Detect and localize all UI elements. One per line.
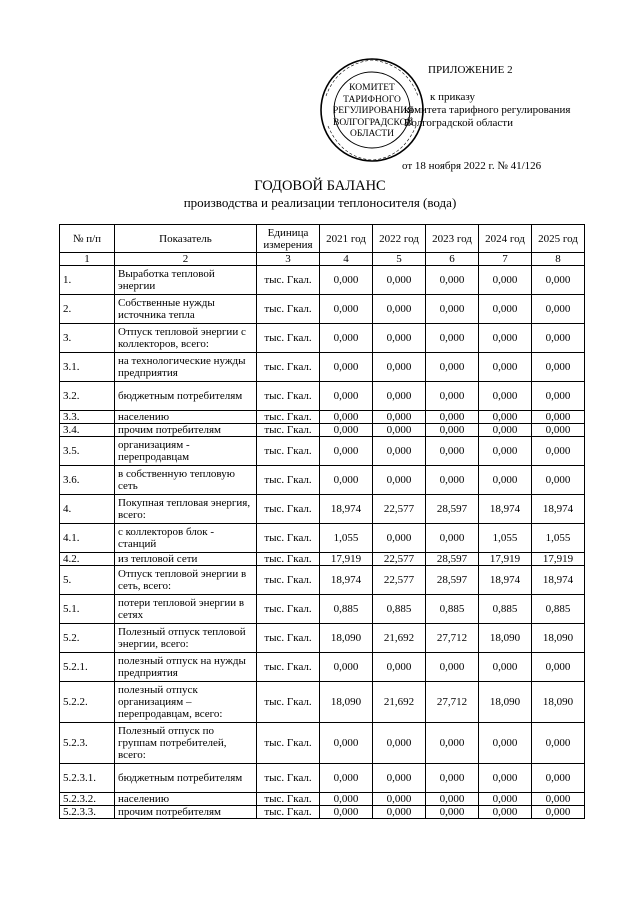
row-number: 2. — [60, 295, 115, 324]
table-row — [60, 295, 585, 324]
table-row — [60, 793, 585, 806]
header-no: № п/п — [60, 225, 115, 253]
row-unit: тыс. Гкал. — [257, 566, 320, 595]
row-value: 18,090 — [320, 682, 373, 723]
row-value: 0,000 — [373, 806, 426, 819]
row-value: 0,000 — [532, 806, 585, 819]
row-number: 5.2.1. — [60, 653, 115, 682]
row-unit: тыс. Гкал. — [257, 266, 320, 295]
row-value: 18,090 — [532, 624, 585, 653]
row-indicator: Отпуск тепловой энергии в сеть, всего: — [115, 566, 257, 595]
header-2023: 2023 год — [426, 225, 479, 253]
row-number: 4.1. — [60, 524, 115, 553]
row-value: 0,000 — [479, 424, 532, 437]
row-value: 0,000 — [532, 295, 585, 324]
order-reference — [404, 91, 570, 130]
row-value: 22,577 — [373, 553, 426, 566]
row-value: 0,000 — [532, 653, 585, 682]
row-value: 0,000 — [426, 411, 479, 424]
row-value: 0,000 — [320, 295, 373, 324]
row-unit: тыс. Гкал. — [257, 553, 320, 566]
row-value: 0,000 — [320, 266, 373, 295]
stamp-line: РЕГУЛИРОВАНИЯ — [333, 106, 414, 116]
row-value: 28,597 — [426, 566, 479, 595]
row-value: 0,000 — [320, 764, 373, 793]
row-value: 0,000 — [426, 723, 479, 764]
row-indicator: в собственную тепловую сеть — [115, 466, 257, 495]
row-indicator: полезный отпуск организациям – перепродавцам, всего: — [115, 682, 257, 723]
row-value: 0,000 — [373, 653, 426, 682]
row-value: 27,712 — [426, 682, 479, 723]
row-indicator: населению — [115, 793, 257, 806]
row-value: 0,000 — [373, 411, 426, 424]
stamp-line: ВОЛГОГРАДСКОЙ — [333, 117, 414, 128]
row-value: 0,000 — [320, 437, 373, 466]
row-value: 0,000 — [373, 324, 426, 353]
table-row — [60, 424, 585, 437]
row-unit: тыс. Гкал. — [257, 295, 320, 324]
row-number: 5.2.2. — [60, 682, 115, 723]
row-value: 18,974 — [479, 566, 532, 595]
row-indicator: организациям - перепродавцам — [115, 437, 257, 466]
row-value: 0,000 — [426, 424, 479, 437]
row-value: 0,000 — [320, 653, 373, 682]
table-header-row — [60, 225, 585, 253]
table-row — [60, 524, 585, 553]
row-value: 18,974 — [532, 566, 585, 595]
table-row — [60, 723, 585, 764]
row-indicator: Выработка тепловой энергии — [115, 266, 257, 295]
row-value: 0,000 — [426, 793, 479, 806]
row-number: 3.5. — [60, 437, 115, 466]
row-value: 0,000 — [426, 764, 479, 793]
row-value: 18,974 — [320, 566, 373, 595]
row-value: 17,919 — [532, 553, 585, 566]
row-value: 0,000 — [426, 295, 479, 324]
row-value: 0,000 — [479, 793, 532, 806]
column-number: 6 — [426, 253, 479, 266]
row-value: 0,000 — [479, 764, 532, 793]
row-unit: тыс. Гкал. — [257, 424, 320, 437]
row-number: 3.3. — [60, 411, 115, 424]
row-value: 0,000 — [532, 723, 585, 764]
row-number: 3.4. — [60, 424, 115, 437]
row-unit: тыс. Гкал. — [257, 723, 320, 764]
row-value: 0,000 — [426, 466, 479, 495]
row-value: 0,000 — [373, 424, 426, 437]
row-value: 0,000 — [479, 382, 532, 411]
row-indicator: Отпуск тепловой энергии с коллекторов, всего: — [115, 324, 257, 353]
row-value: 0,000 — [479, 437, 532, 466]
row-value: 21,692 — [373, 682, 426, 723]
header-indicator: Показатель — [115, 225, 257, 253]
row-number: 1. — [60, 266, 115, 295]
balance-table — [59, 224, 585, 819]
row-value: 0,000 — [479, 353, 532, 382]
row-value: 0,000 — [373, 764, 426, 793]
row-number: 4. — [60, 495, 115, 524]
row-value: 0,000 — [320, 424, 373, 437]
row-value: 0,000 — [426, 324, 479, 353]
row-value: 17,919 — [320, 553, 373, 566]
row-value: 0,000 — [532, 793, 585, 806]
row-value: 0,000 — [479, 324, 532, 353]
row-value: 22,577 — [373, 495, 426, 524]
row-value: 0,000 — [479, 806, 532, 819]
row-unit: тыс. Гкал. — [257, 624, 320, 653]
table-row — [60, 595, 585, 624]
order-line: Волгоградской области — [404, 117, 513, 129]
row-unit: тыс. Гкал. — [257, 595, 320, 624]
row-value: 18,974 — [320, 495, 373, 524]
row-indicator: на технологические нужды предприятия — [115, 353, 257, 382]
row-value: 17,919 — [479, 553, 532, 566]
row-value: 0,000 — [373, 266, 426, 295]
row-unit: тыс. Гкал. — [257, 495, 320, 524]
row-value: 0,000 — [320, 324, 373, 353]
row-indicator: потери тепловой энергии в сетях — [115, 595, 257, 624]
row-unit: тыс. Гкал. — [257, 466, 320, 495]
row-indicator: полезный отпуск на нужды предприятия — [115, 653, 257, 682]
table-row — [60, 495, 585, 524]
row-value: 0,000 — [320, 353, 373, 382]
row-value: 0,000 — [532, 382, 585, 411]
table-row — [60, 324, 585, 353]
row-value: 18,090 — [479, 682, 532, 723]
row-indicator: прочим потребителям — [115, 424, 257, 437]
row-value: 0,885 — [426, 595, 479, 624]
row-number: 3.6. — [60, 466, 115, 495]
row-number: 5.2.3.2. — [60, 793, 115, 806]
row-indicator: Собственные нужды источника тепла — [115, 295, 257, 324]
row-number: 5.2.3.1. — [60, 764, 115, 793]
column-number: 4 — [320, 253, 373, 266]
row-value: 18,090 — [532, 682, 585, 723]
row-unit: тыс. Гкал. — [257, 682, 320, 723]
row-value: 0,000 — [426, 382, 479, 411]
row-value: 18,090 — [320, 624, 373, 653]
row-number: 5.1. — [60, 595, 115, 624]
row-unit: тыс. Гкал. — [257, 411, 320, 424]
row-indicator: с коллекторов блок - станций — [115, 524, 257, 553]
header-2021: 2021 год — [320, 225, 373, 253]
row-value: 18,090 — [479, 624, 532, 653]
stamp-center-text — [333, 83, 414, 141]
header-2024: 2024 год — [479, 225, 532, 253]
table-row — [60, 466, 585, 495]
row-value: 0,000 — [479, 466, 532, 495]
row-value: 0,000 — [532, 353, 585, 382]
row-value: 0,000 — [426, 806, 479, 819]
row-value: 0,000 — [373, 382, 426, 411]
row-value: 28,597 — [426, 553, 479, 566]
row-unit: тыс. Гкал. — [257, 524, 320, 553]
column-number: 1 — [60, 253, 115, 266]
row-indicator: бюджетным потребителям — [115, 382, 257, 411]
row-indicator: населению — [115, 411, 257, 424]
row-value: 0,000 — [373, 723, 426, 764]
row-indicator: Покупная тепловая энергия, всего: — [115, 495, 257, 524]
row-value: 0,000 — [479, 723, 532, 764]
column-number: 2 — [115, 253, 257, 266]
row-value: 0,000 — [320, 793, 373, 806]
row-unit: тыс. Гкал. — [257, 382, 320, 411]
row-unit: тыс. Гкал. — [257, 793, 320, 806]
row-value: 0,000 — [373, 524, 426, 553]
row-value: 0,000 — [373, 437, 426, 466]
row-value: 0,000 — [479, 653, 532, 682]
order-line: комитета тарифного регулирования — [404, 104, 571, 116]
order-date: от 18 ноября 2022 г. № 41/126 — [402, 160, 542, 172]
header-unit: Единица измерения — [257, 225, 320, 253]
row-value: 0,000 — [373, 793, 426, 806]
table-row — [60, 764, 585, 793]
row-value: 0,885 — [532, 595, 585, 624]
row-value: 0,000 — [532, 466, 585, 495]
stamp-line: КОМИТЕТ — [349, 83, 395, 93]
table-row — [60, 353, 585, 382]
stamp-line: ОБЛАСТИ — [350, 129, 394, 139]
row-value: 21,692 — [373, 624, 426, 653]
row-indicator: Полезный отпуск по группам потребителей, всего: — [115, 723, 257, 764]
stamp-line: ТАРИФНОГО — [343, 94, 401, 105]
column-number: 5 — [373, 253, 426, 266]
row-indicator: прочим потребителям — [115, 806, 257, 819]
row-value: 0,885 — [479, 595, 532, 624]
row-value: 0,885 — [320, 595, 373, 624]
table-row — [60, 653, 585, 682]
row-unit: тыс. Гкал. — [257, 764, 320, 793]
row-value: 0,000 — [373, 295, 426, 324]
row-unit: тыс. Гкал. — [257, 353, 320, 382]
row-value: 0,000 — [426, 266, 479, 295]
row-number: 5.2.3. — [60, 723, 115, 764]
table-row — [60, 411, 585, 424]
row-value: 0,000 — [479, 295, 532, 324]
column-number: 8 — [532, 253, 585, 266]
row-unit: тыс. Гкал. — [257, 806, 320, 819]
row-value: 0,000 — [532, 424, 585, 437]
row-value: 0,000 — [426, 437, 479, 466]
row-value: 0,000 — [426, 353, 479, 382]
order-line: к приказу — [430, 91, 476, 103]
column-number: 3 — [257, 253, 320, 266]
row-value: 18,974 — [479, 495, 532, 524]
row-value: 0,000 — [373, 466, 426, 495]
row-number: 5. — [60, 566, 115, 595]
row-value: 22,577 — [373, 566, 426, 595]
document-title: ГОДОВОЙ БАЛАНС — [254, 178, 386, 194]
table-row — [60, 566, 585, 595]
appendix-label: ПРИЛОЖЕНИЕ 2 — [428, 64, 513, 76]
row-value: 0,000 — [532, 437, 585, 466]
table-row — [60, 266, 585, 295]
row-unit: тыс. Гкал. — [257, 324, 320, 353]
row-indicator: Полезный отпуск тепловой энергии, всего: — [115, 624, 257, 653]
column-number: 7 — [479, 253, 532, 266]
column-number-row — [60, 253, 585, 266]
table-row — [60, 437, 585, 466]
row-value: 0,000 — [532, 266, 585, 295]
row-value: 0,000 — [320, 411, 373, 424]
row-value: 0,000 — [479, 411, 532, 424]
row-value: 0,000 — [373, 353, 426, 382]
row-value: 1,055 — [320, 524, 373, 553]
row-value: 0,000 — [426, 653, 479, 682]
table-row — [60, 624, 585, 653]
row-value: 0,000 — [532, 324, 585, 353]
row-indicator: бюджетным потребителям — [115, 764, 257, 793]
table-row — [60, 806, 585, 819]
header-2025: 2025 год — [532, 225, 585, 253]
row-value: 0,000 — [320, 382, 373, 411]
row-value: 1,055 — [532, 524, 585, 553]
row-value: 0,000 — [426, 524, 479, 553]
row-value: 0,000 — [532, 764, 585, 793]
row-value: 0,000 — [479, 266, 532, 295]
row-number: 3. — [60, 324, 115, 353]
row-value: 27,712 — [426, 624, 479, 653]
row-value: 18,974 — [532, 495, 585, 524]
table-row — [60, 553, 585, 566]
header-2022: 2022 год — [373, 225, 426, 253]
row-value: 0,000 — [320, 466, 373, 495]
row-indicator: из тепловой сети — [115, 553, 257, 566]
table-row — [60, 682, 585, 723]
row-value: 1,055 — [479, 524, 532, 553]
document-subtitle: производства и реализации теплоносителя (вода) — [183, 195, 457, 210]
row-number: 3.2. — [60, 382, 115, 411]
table-row — [60, 382, 585, 411]
row-value: 0,000 — [320, 806, 373, 819]
row-number: 4.2. — [60, 553, 115, 566]
row-value: 28,597 — [426, 495, 479, 524]
row-value: 0,000 — [320, 723, 373, 764]
row-number: 5.2. — [60, 624, 115, 653]
row-number: 5.2.3.3. — [60, 806, 115, 819]
row-value: 0,000 — [532, 411, 585, 424]
row-value: 0,885 — [373, 595, 426, 624]
row-number: 3.1. — [60, 353, 115, 382]
row-unit: тыс. Гкал. — [257, 437, 320, 466]
row-unit: тыс. Гкал. — [257, 653, 320, 682]
